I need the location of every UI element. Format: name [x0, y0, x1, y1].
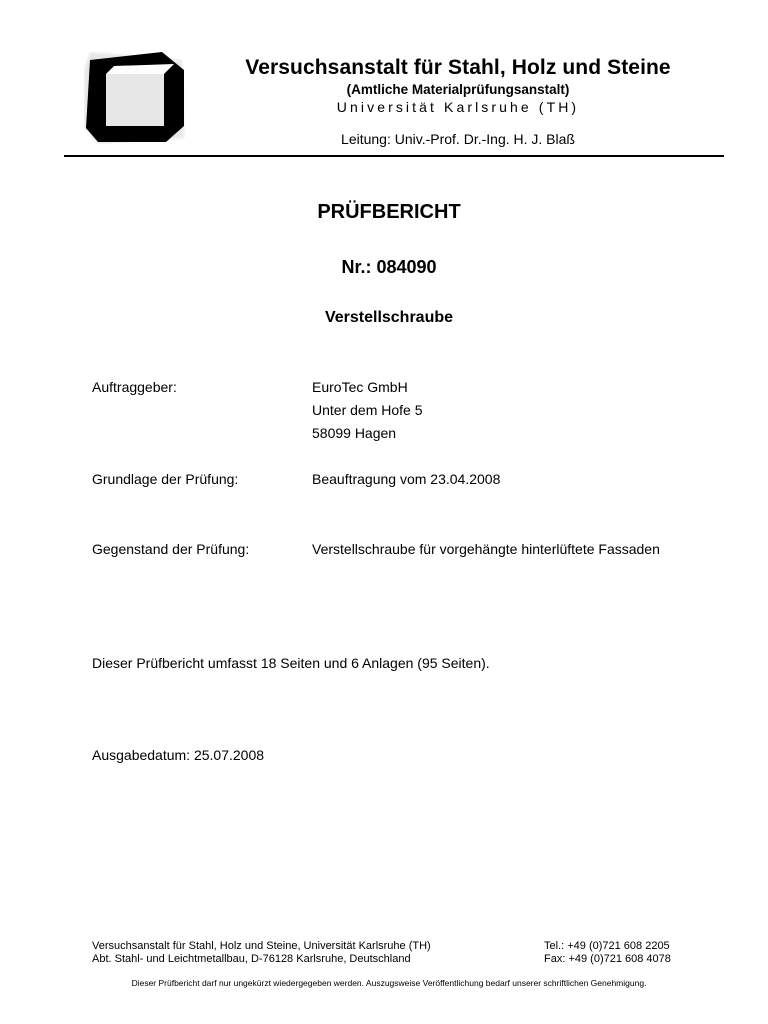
footer-address-line2: Abt. Stahl- und Leichtmetallbau, D-76128 Karlsruhe, Deutschland [92, 953, 411, 965]
footer-notice: Dieser Prüfbericht darf nur ungekürzt wiedergegeben werden. Auszugsweise Veröffentlichung bedarf unserer schriftlichen Genehmigung. [131, 978, 647, 988]
client-city: 58099 Hagen [312, 425, 397, 441]
client-name: EuroTec GmbH [312, 379, 408, 395]
report-scope: Dieser Prüfbericht umfasst 18 Seiten und 6 Anlagen (95 Seiten). [92, 655, 490, 671]
report-title: PRÜFBERICHT [317, 201, 461, 223]
report-number: Nr.: 084090 [341, 257, 437, 277]
footer-fax: Fax: +49 (0)721 608 4078 [544, 953, 671, 965]
header-divider [64, 155, 724, 157]
university-name: Universität Karlsruhe (TH) [336, 99, 580, 115]
footer-tel: Tel.: +49 (0)721 608 2205 [544, 940, 670, 952]
object-label: Gegenstand der Prüfung: [92, 541, 250, 557]
basis-value: Beauftragung vom 23.04.2008 [312, 471, 501, 487]
institution-subtitle: (Amtliche Materialprüfungsanstalt) [346, 82, 570, 97]
university-logo [84, 48, 186, 144]
institution-name: Versuchsanstalt für Stahl, Holz und Steine [245, 56, 671, 79]
issue-date: Ausgabedatum: 25.07.2008 [92, 747, 265, 763]
object-value: Verstellschraube für vorgehängte hinterlüftete Fassaden [312, 541, 660, 557]
client-street: Unter dem Hofe 5 [312, 402, 423, 418]
report-subject: Verstellschraube [324, 309, 454, 326]
client-label: Auftraggeber: [92, 379, 177, 395]
basis-label: Grundlage der Prüfung: [92, 471, 239, 487]
footer-address-line1: Versuchsanstalt für Stahl, Holz und Steine, Universität Karlsruhe (TH) [92, 940, 431, 952]
institution-leadership: Leitung: Univ.-Prof. Dr.-Ing. H. J. Blaß [341, 131, 575, 147]
